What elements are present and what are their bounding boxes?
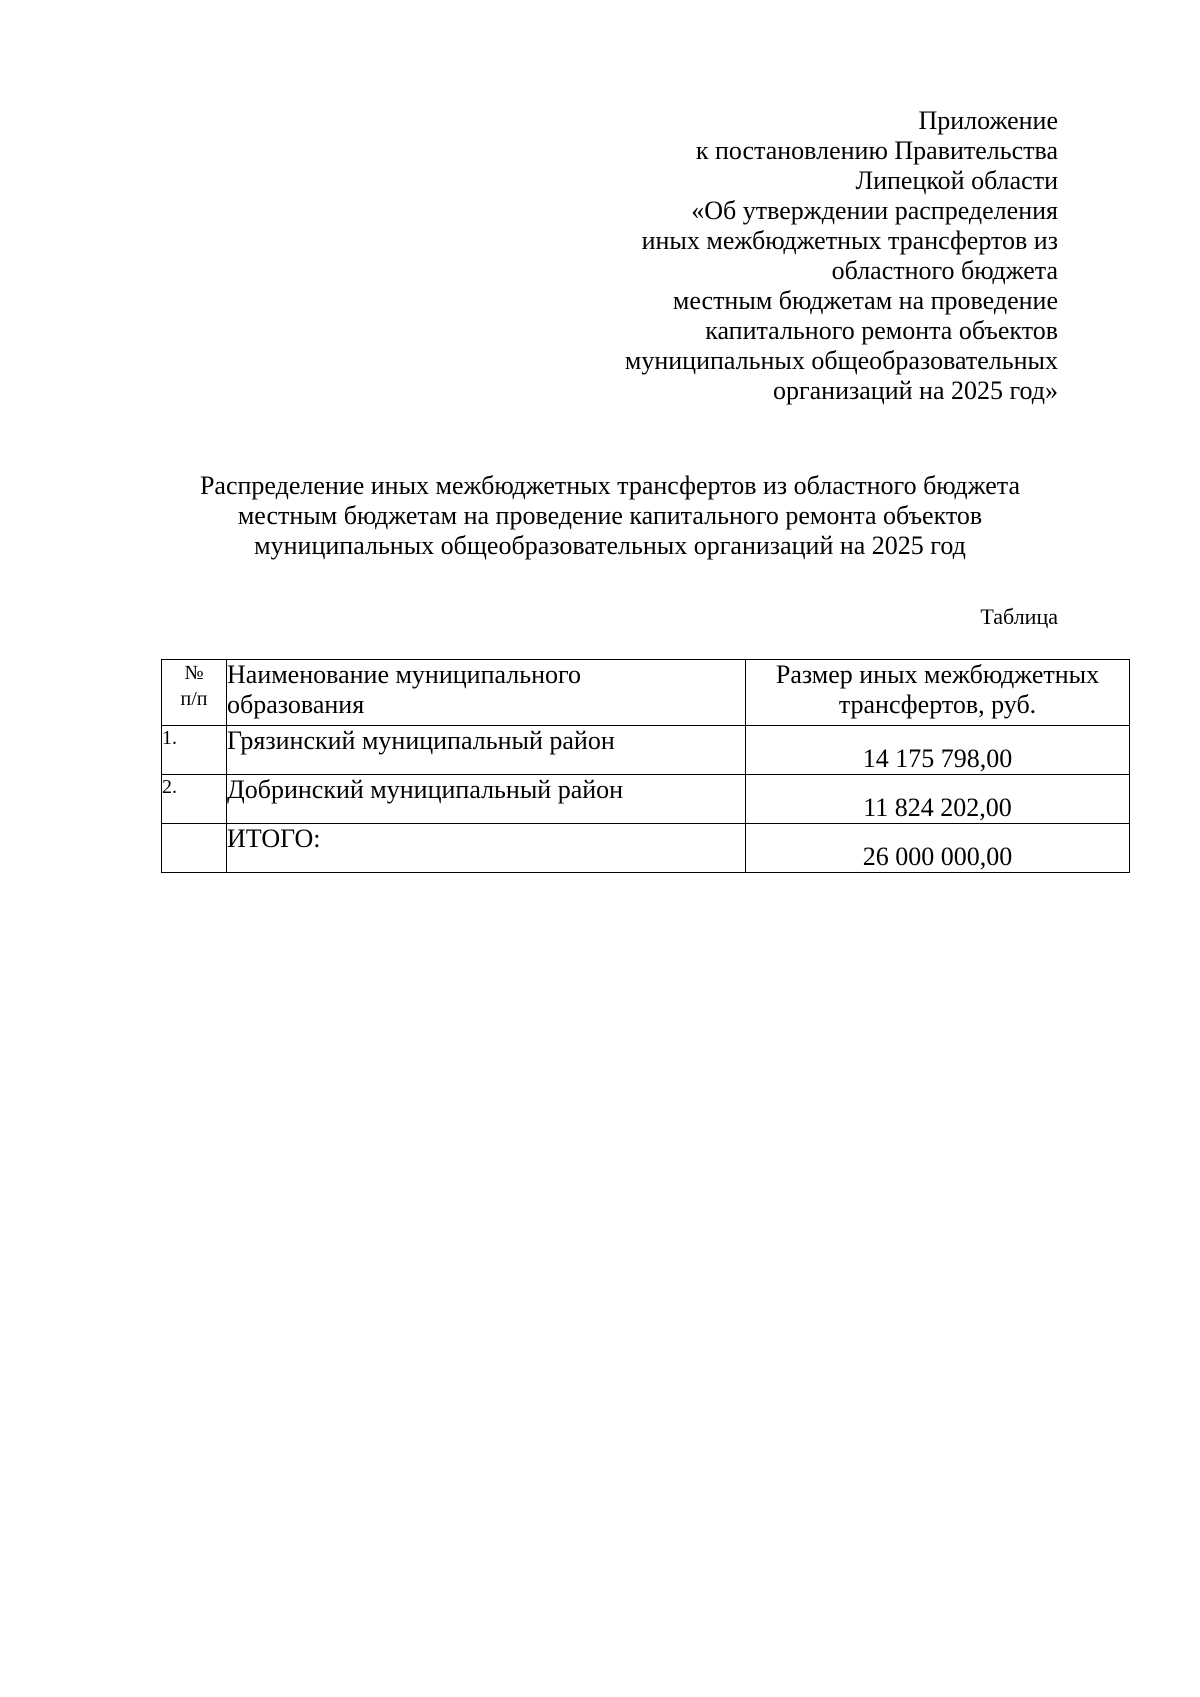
row-number: 1. [162, 726, 227, 775]
row-municipality: Грязинский муниципальный район [227, 726, 746, 775]
total-label: ИТОГО: [227, 824, 746, 873]
document-title [160, 471, 1060, 561]
appendix-header [498, 106, 1058, 406]
appendix-line: Липецкой области [855, 166, 1058, 195]
header-amount [746, 660, 1130, 726]
appendix-line: иных межбюджетных трансфертов из [641, 226, 1058, 255]
row-amount: 11 824 202,00 [746, 775, 1130, 824]
appendix-line: организаций на 2025 год» [772, 376, 1058, 405]
table-caption: Таблица [980, 604, 1058, 629]
appendix-line: областного бюджета [831, 256, 1058, 285]
header-amount-line1: Размер иных межбюджетных [775, 660, 1100, 689]
row-municipality: Добринский муниципальный район [227, 775, 746, 824]
title-line: муниципальных общеобразовательных организаций на 2025 год [254, 531, 966, 560]
header-municipality [227, 660, 746, 726]
appendix-line: капитального ремонта объектов [705, 316, 1058, 345]
appendix-line: муниципальных общеобразовательных [624, 346, 1058, 375]
appendix-line: «Об утверждении распределения [691, 196, 1058, 225]
table-row [162, 775, 1130, 824]
table-total-row [162, 824, 1130, 873]
table-header-row [162, 660, 1130, 726]
total-amount: 26 000 000,00 [746, 824, 1130, 873]
row-amount: 14 175 798,00 [746, 726, 1130, 775]
header-number [162, 660, 227, 726]
appendix-line: Приложение [918, 106, 1058, 135]
header-municipality-line1: Наименование муниципального [227, 660, 582, 689]
total-number [162, 824, 227, 873]
header-municipality-line2: образования [227, 690, 365, 719]
appendix-line: к постановлению Правительства [695, 136, 1058, 165]
table-row [162, 726, 1130, 775]
row-number: 2. [162, 775, 227, 824]
header-number-line2: п/п [180, 688, 208, 710]
title-line: местным бюджетам на проведение капитального ремонта объектов [237, 501, 983, 530]
distribution-table [161, 659, 1130, 873]
header-number-line1: № [184, 662, 204, 684]
title-line: Распределение иных межбюджетных трансфертов из областного бюджета [199, 471, 1021, 500]
appendix-line: местным бюджетам на проведение [672, 286, 1058, 315]
header-amount-line2: трансфертов, руб. [838, 690, 1037, 719]
